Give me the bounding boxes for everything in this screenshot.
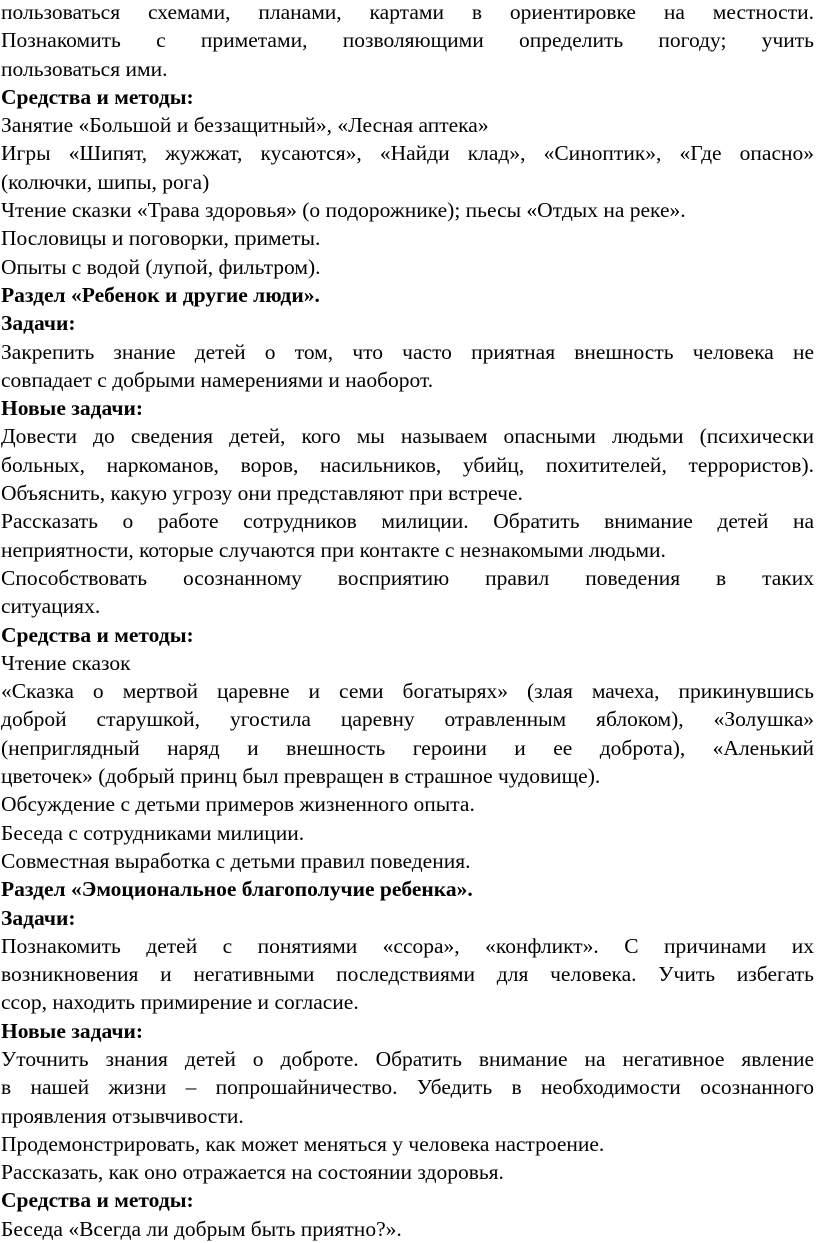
text-line: (неприглядный наряд и внешность героини и ее доброта), «Аленький (1, 735, 814, 760)
text-line: Беседа «Всегда ли добрым быть приятно?». (1, 1216, 402, 1241)
section-heading: Новые задачи: (1, 1018, 144, 1043)
section-heading: Задачи: (1, 311, 76, 336)
text-line: неприятности, которые случаются при контакте с незнакомыми людьми. (1, 537, 666, 562)
section-heading: Средства и методы: (1, 84, 194, 109)
text-line: совпадает с добрыми намерениями и наоборот. (1, 367, 434, 392)
text-line: Пословицы и поговорки, приметы. (1, 226, 321, 251)
text-line: Продемонстрировать, как может меняться у человека настроение. (1, 1131, 605, 1156)
text-line: ситуациях. (1, 594, 101, 619)
text-line: Рассказать, как оно отражается на состоянии здоровья. (1, 1160, 504, 1185)
text-line: Совместная выработка с детьми правил поведения. (1, 848, 471, 873)
text-line: Объяснить, какую угрозу они представляют при встрече. (1, 481, 523, 506)
text-line: возникновения и негативными последствиями для человека. Учить избегать (1, 962, 814, 987)
text-line: Уточнить знания детей о доброте. Обратить внимание на негативное явление (1, 1046, 814, 1071)
text-line: цветочек» (добрый принц был превращен в страшное чудовище). (1, 764, 601, 789)
text-line: Способствовать осознанному восприятию правил поведения в таких (1, 565, 814, 590)
text-line: пользоваться схемами, планами, картами в ориентировке на местности. (1, 0, 814, 24)
text-line: Занятие «Большой и беззащитный», «Лесная аптека» (1, 113, 489, 138)
section-heading: Средства и методы: (1, 622, 194, 647)
text-line: пользоваться ими. (1, 56, 168, 81)
text-line: Познакомить детей с понятиями «ссора», «конфликт». С причинами их (1, 933, 814, 958)
text-line: проявления отзывчивости. (1, 1103, 244, 1128)
text-line: Чтение сказки «Трава здоровья» (о подорожнике); пьесы «Отдых на реке». (1, 198, 686, 223)
text-line: Закрепить знание детей о том, что часто приятная внешность человека не (1, 339, 814, 364)
text-line: Чтение сказок (1, 650, 131, 675)
text-line: Опыты с водой (лупой, фильтром). (1, 254, 321, 279)
text-line: Игры «Шипят, жужжат, кусаются», «Найди клад», «Синоптик», «Где опасно» (1, 141, 814, 166)
section-heading: Раздел «Ребенок и другие люди». (1, 282, 320, 307)
section-heading: Новые задачи: (1, 396, 144, 421)
text-line: Беседа с сотрудниками милиции. (1, 820, 305, 845)
text-line: Довести до сведения детей, кого мы называем опасными людьми (психически (1, 424, 814, 449)
section-heading: Средства и методы: (1, 1188, 194, 1213)
text-line: (колючки, шипы, рога) (1, 169, 210, 194)
text-line: Обсуждение с детьми примеров жизненного опыта. (1, 792, 475, 817)
section-heading: Задачи: (1, 905, 76, 930)
text-line: ссор, находить примирение и согласие. (1, 990, 359, 1015)
text-line: Рассказать о работе сотрудников милиции. Обратить внимание детей на (1, 509, 814, 534)
section-heading: Раздел «Эмоциональное благополучие ребенка». (1, 877, 473, 902)
text-line: в нашей жизни – попрошайничество. Убедить в необходимости осознанного (1, 1075, 814, 1100)
text-line: Познакомить с приметами, позволяющими определить погоду; учить (1, 28, 814, 53)
text-line: доброй старушкой, угостила царевну отравленным яблоком), «Золушка» (1, 707, 814, 732)
text-line: «Сказка о мертвой царевне и семи богатырях» (злая мачеха, прикинувшись (1, 679, 814, 704)
text-line: больных, наркоманов, воров, насильников, убийц, похитителей, террористов). (1, 452, 814, 477)
